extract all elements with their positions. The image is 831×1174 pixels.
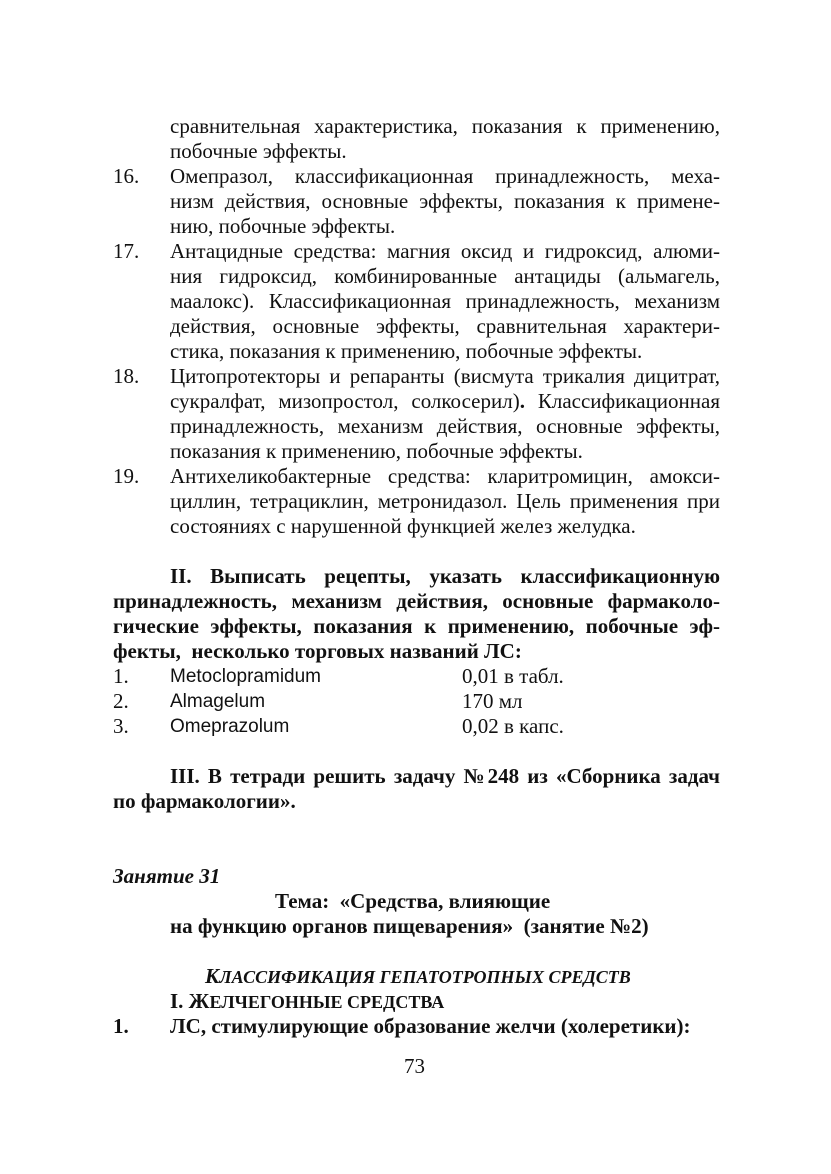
list-number: 19. xyxy=(113,464,140,488)
text-fragment: К xyxy=(205,964,220,988)
text-line: принадлежность, механизм действия, основные эффекты, xyxy=(170,414,720,438)
list-number: 1. xyxy=(113,1014,129,1038)
drug-dose: 0,02 в капс. xyxy=(462,714,564,738)
subsection-title xyxy=(170,989,444,1015)
text-line: ния гидроксид, комбинированные антациды (альмагель, xyxy=(170,264,720,288)
section-heading: III. В тетради решить задачу №248 из «Сборника задач xyxy=(170,764,720,788)
text-line: маалокс). Классификационная принадлежность, механизм xyxy=(170,289,720,313)
text-line: показания к применению, побочные эффекты. xyxy=(170,439,583,463)
section-heading: по фармакологии». xyxy=(113,789,296,813)
lesson-topic: на функцию органов пищеварения» (занятие №2) xyxy=(170,914,649,938)
list-number: 2. xyxy=(113,689,129,713)
list-number: 1. xyxy=(113,664,129,688)
drug-name: Omeprazolum xyxy=(170,716,290,737)
text-line: нию, побочные эффекты. xyxy=(170,214,396,238)
section-heading: гические эффекты, показания к применению, побочные эф- xyxy=(113,614,720,638)
text-line: низм действия, основные эффекты, показания к примене- xyxy=(170,189,720,213)
drug-dose: 0,01 в табл. xyxy=(462,664,564,688)
drug-name: Metoclopramidum xyxy=(170,666,321,687)
text-line: сравнительная характеристика, показания к применению, xyxy=(170,114,720,138)
text-line: ЛС, стимулирующие образование желчи (холеретики): xyxy=(170,1014,691,1038)
text-fragment: ЕЛЧЕГОННЫЕ СРЕДСТВА xyxy=(209,992,445,1012)
list-number: 18. xyxy=(113,364,140,388)
text-line: побочные эффекты. xyxy=(170,139,347,163)
list-number: 17. xyxy=(113,239,140,263)
text-line xyxy=(170,389,720,414)
text-line: действия, основные эффекты, сравнительная характери- xyxy=(170,314,720,338)
bold-period: . xyxy=(519,389,525,413)
drug-dose: 170 мл xyxy=(462,689,523,713)
section-heading: фекты, несколько торговых названий ЛС: xyxy=(113,639,522,663)
text-line: стика, показания к применению, побочные эффекты. xyxy=(170,339,643,363)
text-fragment: сукралфат, мизопростол, солкосерил) xyxy=(170,389,520,413)
section-heading: II. Выписать рецепты, указать классификационную xyxy=(170,564,720,588)
page-number: 73 xyxy=(404,1054,425,1078)
drug-name: Almagelum xyxy=(170,691,266,712)
text-line: циллин, тетрациклин, метронидазол. Цель применения при xyxy=(170,489,720,513)
text-fragment: ЛАССИФИКАЦИЯ ГЕПАТОТРОПНЫХ СРЕДСТВ xyxy=(219,967,631,987)
lesson-label: Занятие 31 xyxy=(113,864,221,888)
text-line: Цитопротекторы и репаранты (висмута трикалия дицитрат, xyxy=(170,364,720,388)
lesson-topic: Тема: «Средства, влияющие xyxy=(275,889,551,913)
classification-title xyxy=(205,964,631,990)
text-fragment: Классификационная xyxy=(524,389,721,413)
text-fragment: I. Ж xyxy=(170,989,210,1013)
text-line: Антацидные средства: магния оксид и гидроксид, алюми- xyxy=(170,239,720,263)
text-line: Антихеликобактерные средства: кларитромицин, амокси- xyxy=(170,464,720,488)
section-heading: принадлежность, механизм действия, основные фармаколо- xyxy=(113,589,720,613)
text-line: Омепразол, классификационная принадлежность, меха- xyxy=(170,164,720,188)
list-number: 16. xyxy=(113,164,140,188)
text-line: состояниях с нарушенной функцией желез желудка. xyxy=(170,514,636,538)
list-number: 3. xyxy=(113,714,129,738)
